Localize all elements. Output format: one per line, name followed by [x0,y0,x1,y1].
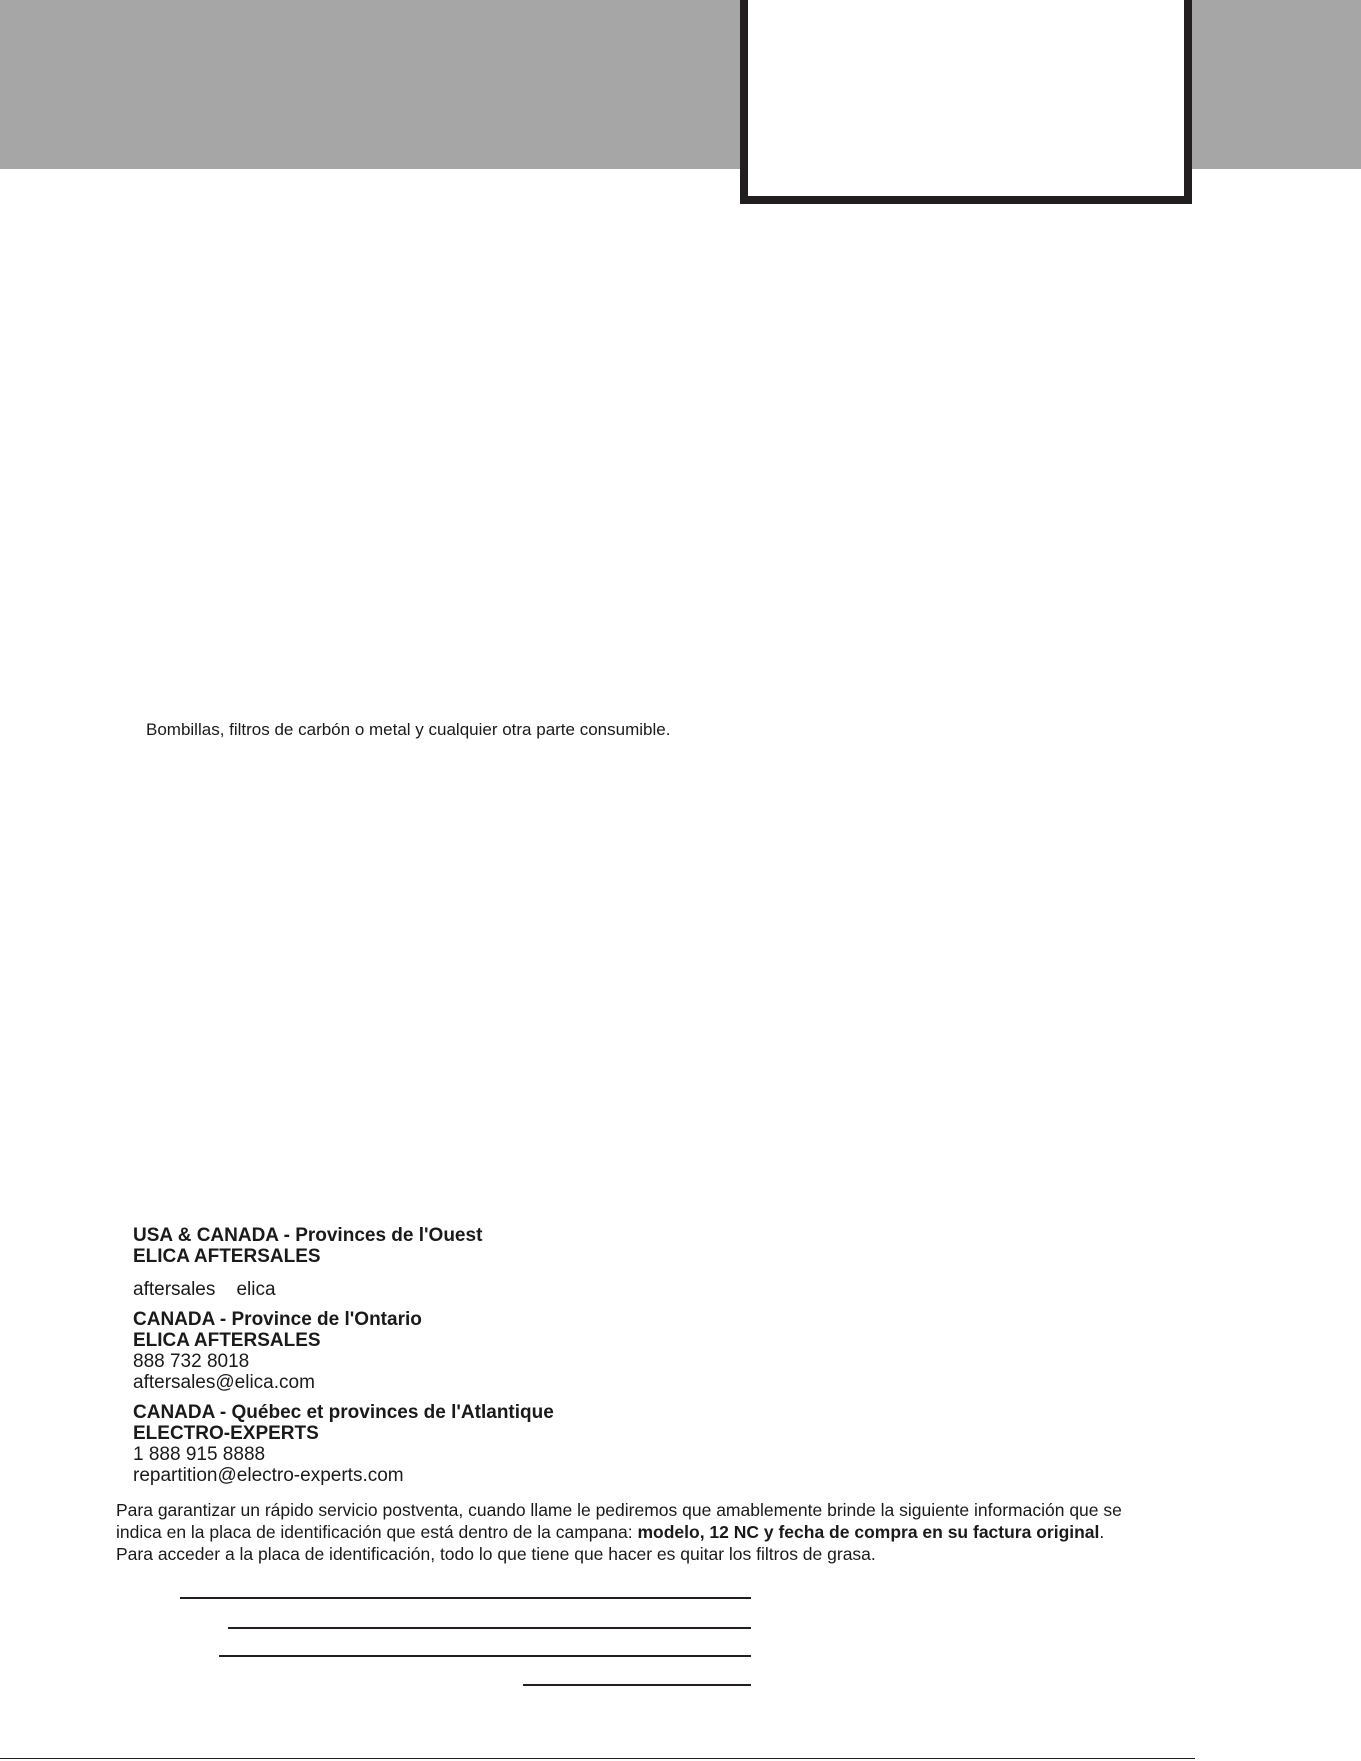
contact-ontario-phone: 888 732 8018 [133,1351,250,1372]
info-line-2-text: indica en la placa de identificación que está dentro de la campana: [116,1522,638,1542]
contact-west [133,1225,554,1300]
service-info-paragraph [116,1499,1346,1565]
fill-line-2 [228,1627,751,1629]
contact-quebec-region: CANADA - Québec et provinces de l'Atlantique [133,1402,554,1423]
info-line-2 [116,1521,1346,1543]
info-line-1: Para garantizar un rápido servicio postventa, cuando llame le pediremos que amablemente brinde la siguiente información que se [116,1500,1122,1520]
info-line-2-bold: modelo, 12 NC y fecha de compra en su factura original [637,1522,1100,1542]
contact-ontario [133,1309,554,1393]
footer-rule [0,1758,1195,1759]
service-contacts [133,1225,554,1495]
contact-west-company: ELICA AFTERSALES [133,1246,321,1267]
contact-quebec [133,1402,554,1486]
fill-line-3 [219,1655,751,1657]
contact-ontario-region: CANADA - Province de l'Ontario [133,1309,422,1330]
title-box [740,0,1192,204]
contact-west-email: aftersales elica [133,1279,276,1300]
spacer [133,1267,554,1279]
contact-ontario-company: ELICA AFTERSALES [133,1330,321,1351]
excluded-items-text: Bombillas, filtros de carbón o metal y cualquier otra parte consumible. [146,720,671,739]
contact-quebec-company: ELECTRO-EXPERTS [133,1423,319,1444]
contact-ontario-email: aftersales@elica.com [133,1372,315,1393]
fill-line-4 [523,1684,751,1686]
contact-quebec-phone: 1 888 915 8888 [133,1444,266,1465]
fill-line-1 [180,1597,751,1599]
info-line-3: Para acceder a la placa de identificación, todo lo que tiene que hacer es quitar los filtros de grasa. [116,1544,876,1564]
contact-quebec-email: repartition@electro-experts.com [133,1465,404,1486]
contact-west-region: USA & CANADA - Provinces de l'Ouest [133,1225,483,1246]
info-line-2-end: . [1099,1522,1105,1542]
